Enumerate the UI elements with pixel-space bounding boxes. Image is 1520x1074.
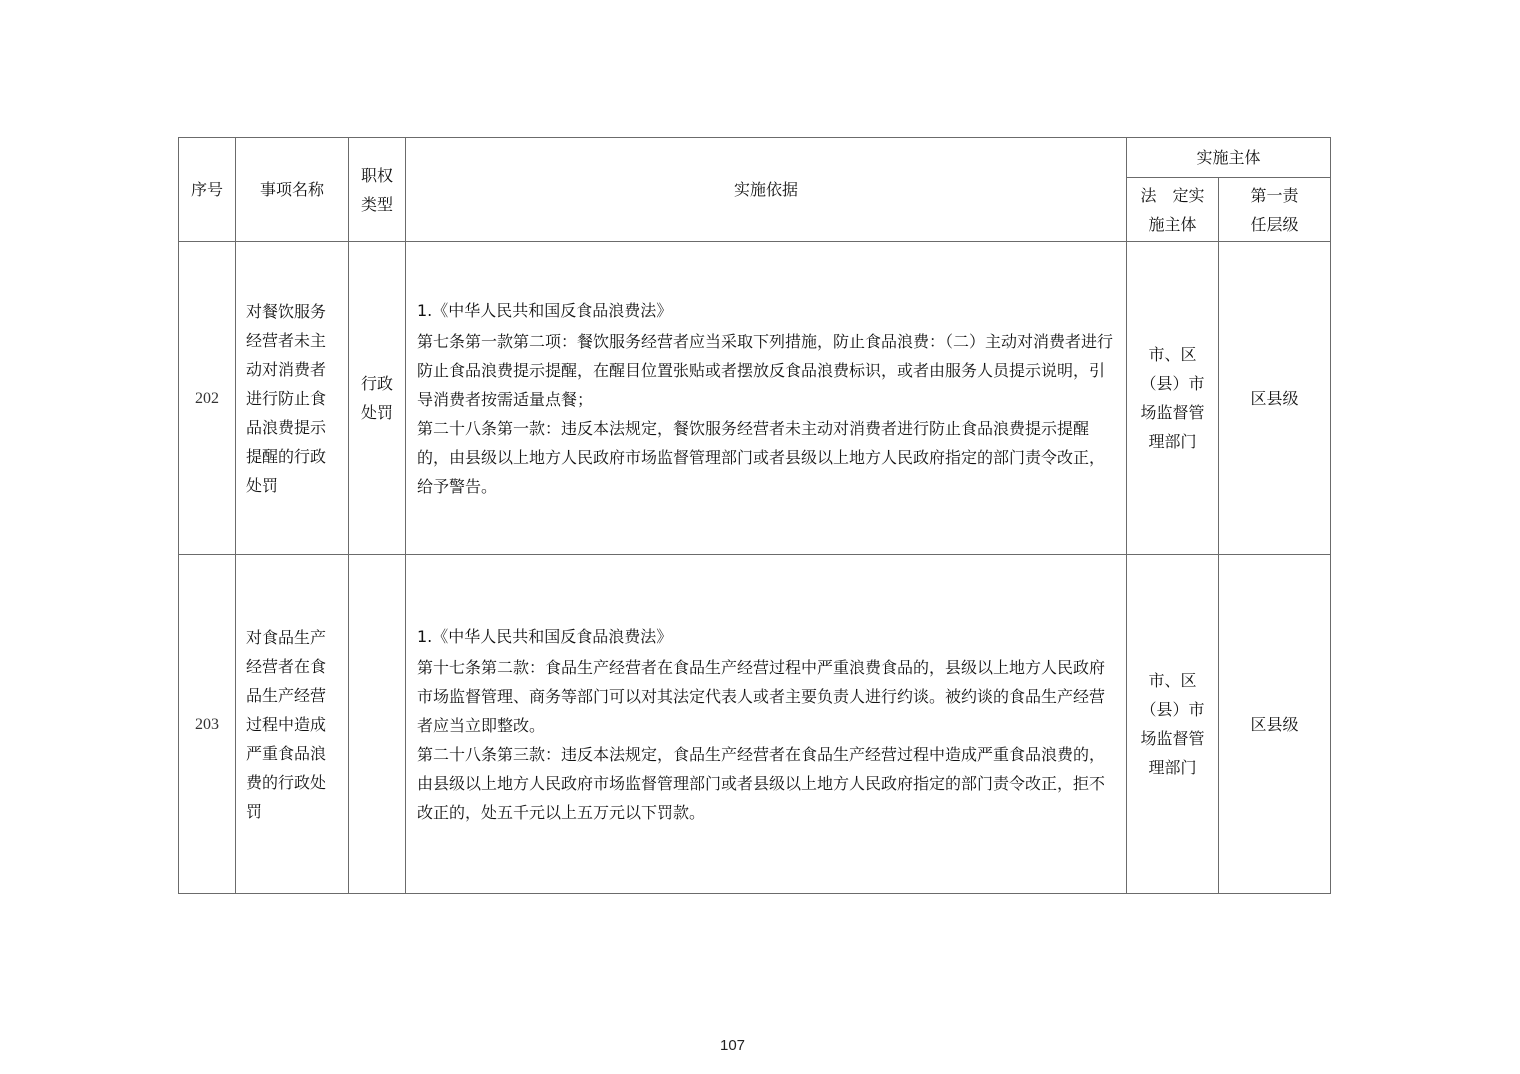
row-type <box>349 555 406 894</box>
row-matter-name: 对餐饮服务经营者未主动对消费者进行防止食品浪费提示提醒的行政处罚 <box>236 242 349 555</box>
header-name: 事项名称 <box>236 138 349 242</box>
header-subject: 实施主体 <box>1127 138 1331 178</box>
header-row <box>179 138 1331 178</box>
row-basis <box>406 242 1127 555</box>
basis-article: 第二十八条第一款：违反本法规定，餐饮服务经营者未主动对消费者进行防止食品浪费提示提醒的，由县级以上地方人民政府市场监督管理部门或者县级以上地方人民政府指定的部门责令改正，给予警告。 <box>417 418 1106 496</box>
header-legal-subject <box>1127 178 1219 242</box>
row-level: 区县级 <box>1219 242 1331 555</box>
basis-law-title: 1.《中华人民共和国反食品浪费法》 <box>417 300 673 320</box>
row-level: 区县级 <box>1219 555 1331 894</box>
row-basis <box>406 555 1127 894</box>
row-type-text: 行政处罚 <box>360 374 393 422</box>
header-type-text: 职权类型 <box>360 165 393 214</box>
table-row <box>179 555 1331 894</box>
row-seq: 203 <box>179 555 236 894</box>
matters-table <box>178 137 1331 894</box>
header-basis: 实施依据 <box>406 138 1127 242</box>
row-seq: 202 <box>179 242 236 555</box>
table-row <box>179 242 1331 555</box>
row-legal-subject: 市、区（县）市场监督管理部门 <box>1127 555 1219 894</box>
header-type <box>349 138 406 242</box>
header-seq: 序号 <box>179 138 236 242</box>
header-legal-subject-text: 法 定实施主体 <box>1140 185 1205 234</box>
header-level-text: 第一责任层级 <box>1250 185 1299 234</box>
basis-article: 第十七条第二款：食品生产经营者在食品生产经营过程中严重浪费食品的，县级以上地方人民政府市场监督管理、商务等部门可以对其法定代表人或者主要负责人进行约谈。被约谈的食品生产经营者应当立即整改。 <box>417 657 1106 735</box>
basis-law-title: 1.《中华人民共和国反食品浪费法》 <box>417 626 673 646</box>
page-number: 107 <box>719 1037 746 1054</box>
row-type <box>349 242 406 555</box>
row-legal-subject: 市、区（县）市场监督管理部门 <box>1127 242 1219 555</box>
row-matter-name: 对食品生产经营者在食品生产经营过程中造成严重食品浪费的行政处罚 <box>236 555 349 894</box>
basis-article: 第七条第一款第二项：餐饮服务经营者应当采取下列措施，防止食品浪费：（二）主动对消费者进行防止食品浪费提示提醒，在醒目位置张贴或者摆放反食品浪费标识，或者由服务人员提示说明，引导消费者按需适量点餐； <box>417 331 1114 409</box>
basis-article: 第二十八条第三款：违反本法规定，食品生产经营者在食品生产经营过程中造成严重食品浪费的，由县级以上地方人民政府市场监督管理部门或者县级以上地方人民政府指定的部门责令改正，拒不改正的，处五千元以上五万元以下罚款。 <box>417 744 1106 822</box>
header-level <box>1219 178 1331 242</box>
